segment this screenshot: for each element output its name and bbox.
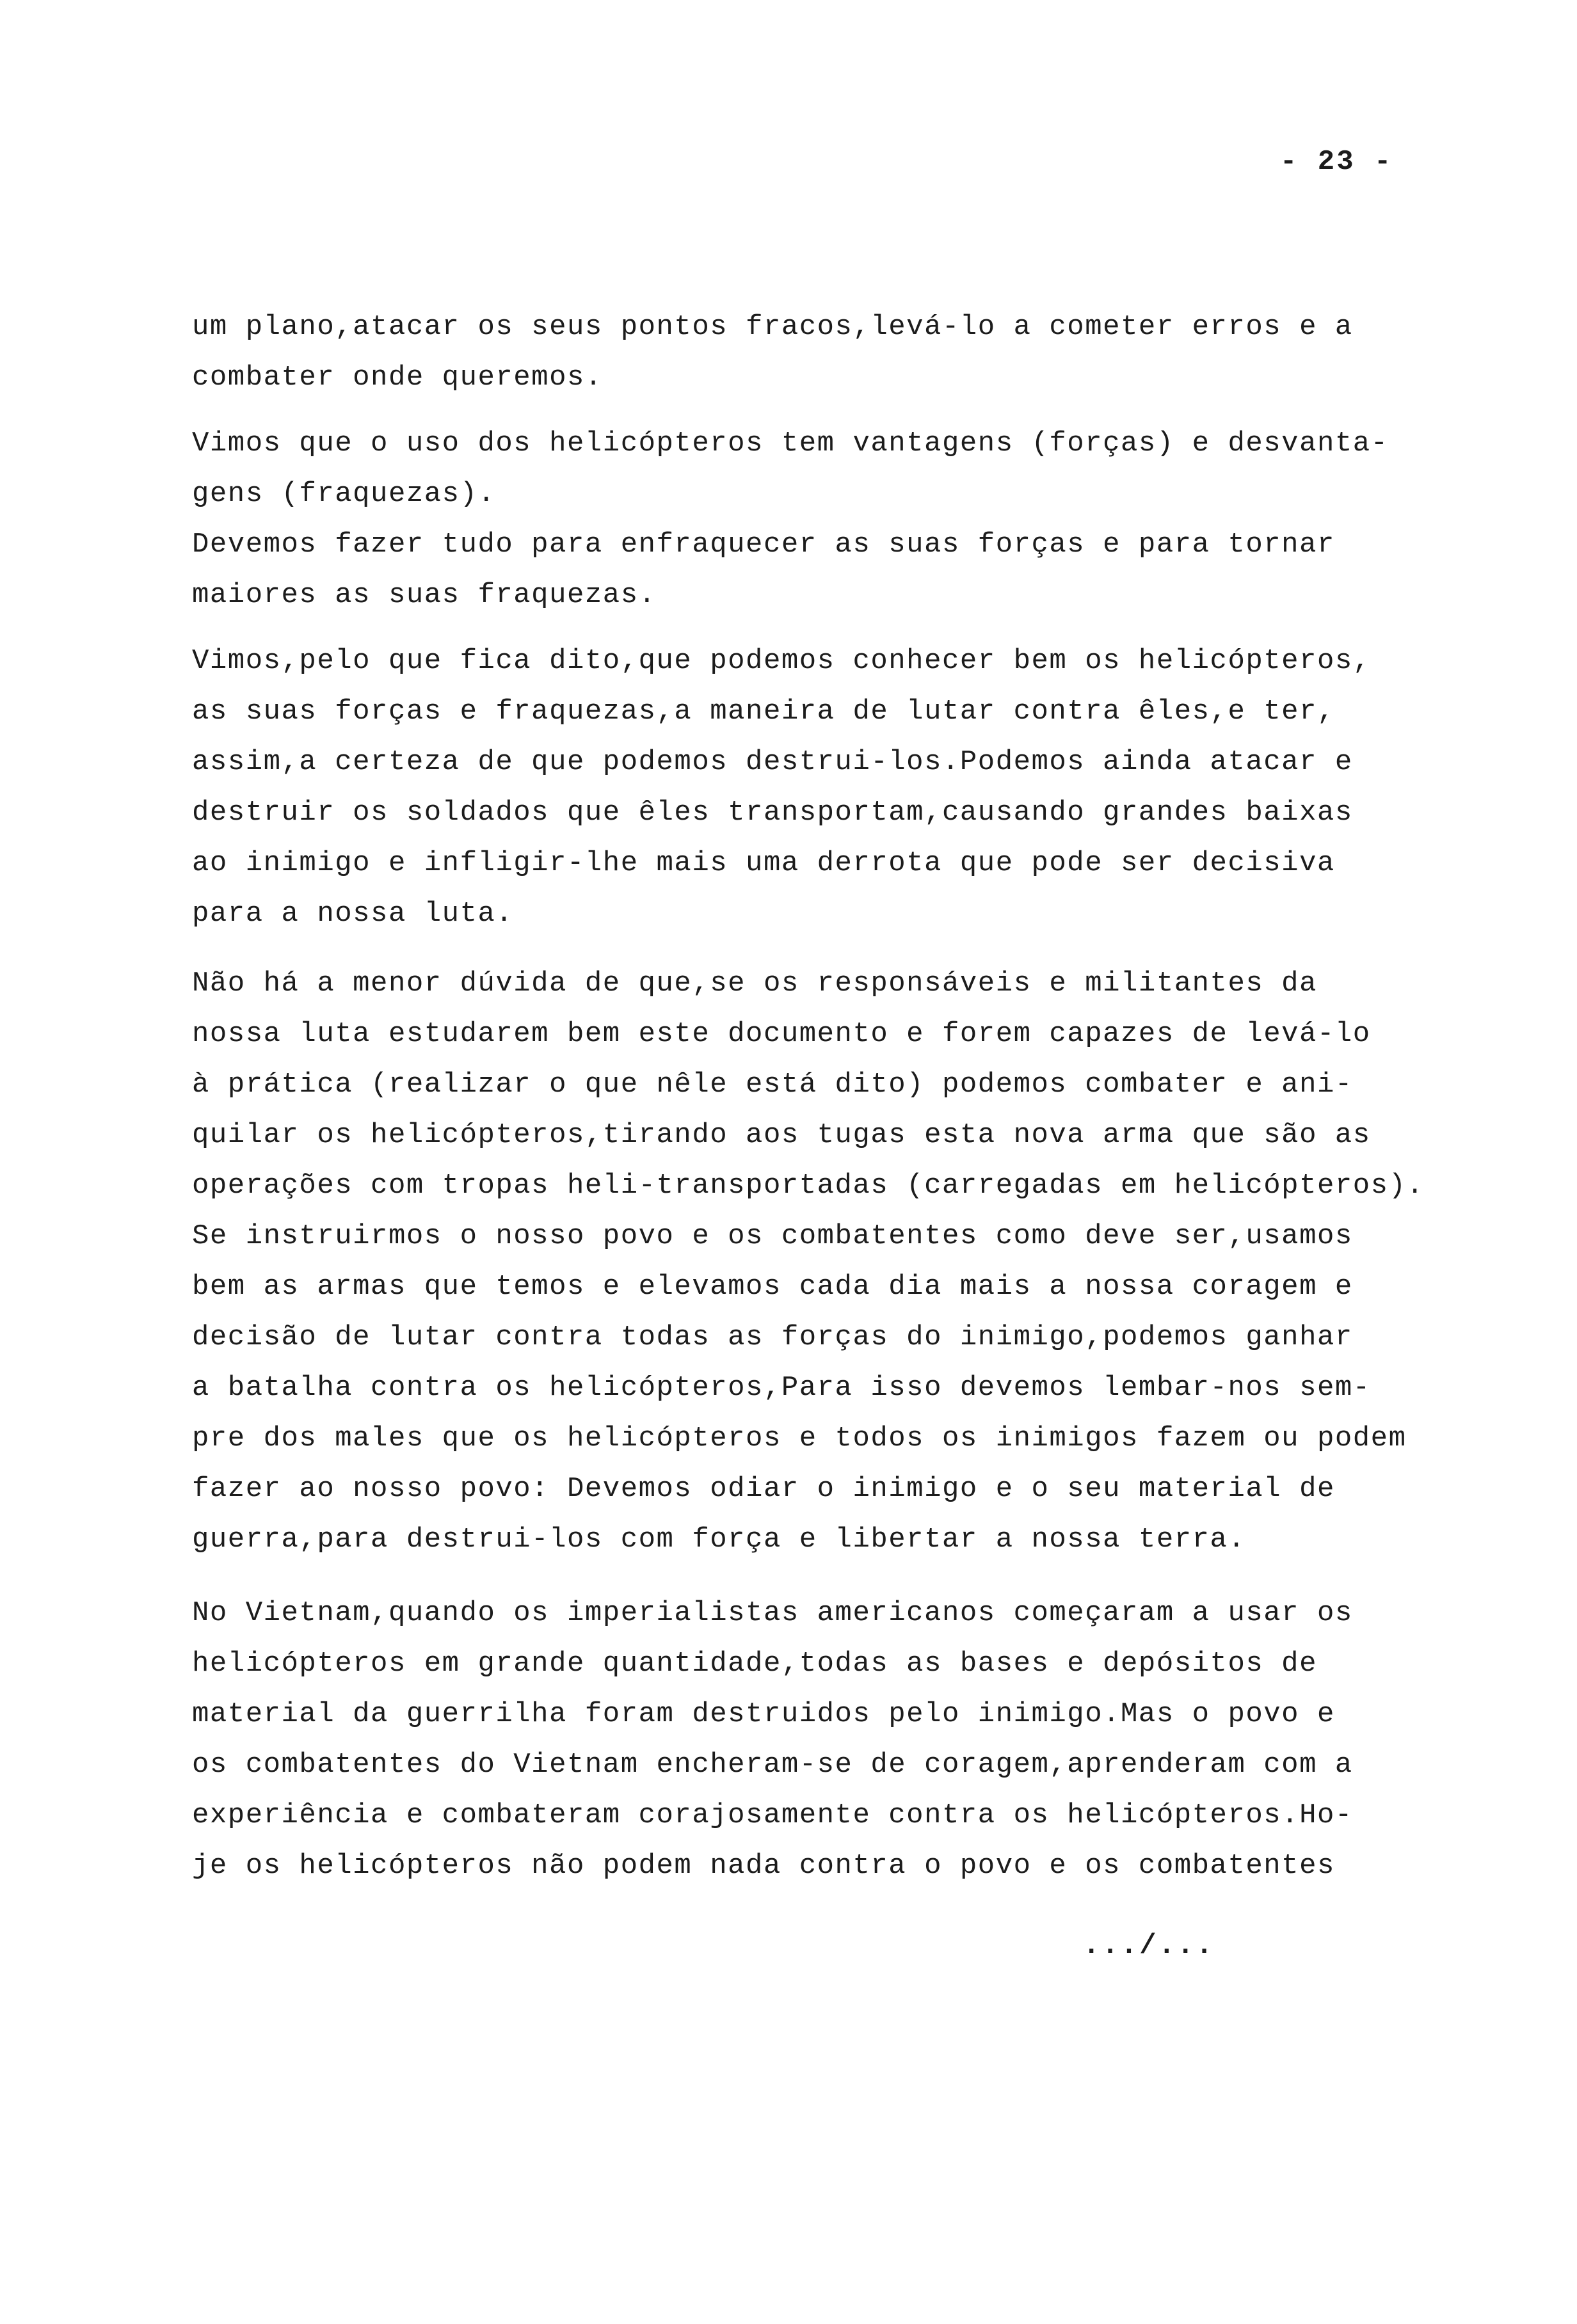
- text-line: Devemos fazer tudo para enfraquecer as suas forças e para tornar: [192, 529, 1335, 561]
- text-line: guerra,para destrui-los com força e libertar a nossa terra.: [192, 1524, 1246, 1556]
- text-line: material da guerrilha foram destruidos pelo inimigo.Mas o povo e: [192, 1698, 1335, 1730]
- continuation-mark: .../...: [1083, 1930, 1215, 1962]
- text-line: experiência e combateram corajosamente contra os helicópteros.Ho-: [192, 1799, 1353, 1831]
- text-line: Se instruirmos o nosso povo e os combatentes como deve ser,usamos: [192, 1220, 1353, 1252]
- text-line: destruir os soldados que êles transportam,causando grandes baixas: [192, 797, 1353, 829]
- text-line: fazer ao nosso povo: Devemos odiar o inimigo e o seu material de: [192, 1473, 1335, 1505]
- text-line: as suas forças e fraquezas,a maneira de lutar contra êles,e ter,: [192, 696, 1335, 728]
- text-line: Não há a menor dúvida de que,se os responsáveis e militantes da: [192, 967, 1317, 999]
- text-line: quilar os helicópteros,tirando aos tugas esta nova arma que são as: [192, 1119, 1371, 1151]
- text-line: combater onde queremos.: [192, 362, 603, 394]
- paragraph-4: [192, 959, 1523, 1565]
- paragraph-3: [192, 636, 1523, 939]
- text-line: gens (fraquezas).: [192, 478, 496, 510]
- text-line: para a nossa luta.: [192, 898, 514, 930]
- paragraph-2: [192, 418, 1523, 621]
- text-line: ao inimigo e infligir-lhe mais uma derrota que pode ser decisiva: [192, 847, 1335, 879]
- text-line: pre dos males que os helicópteros e todos os inimigos fazem ou podem: [192, 1422, 1407, 1454]
- text-line: je os helicópteros não podem nada contra o povo e os combatentes: [192, 1850, 1335, 1882]
- text-line: operações com tropas heli-transportadas (carregadas em helicópteros).: [192, 1170, 1425, 1202]
- text-line: Vimos,pelo que fica dito,que podemos conhecer bem os helicópteros,: [192, 645, 1371, 677]
- text-line: bem as armas que temos e elevamos cada dia mais a nossa coragem e: [192, 1271, 1353, 1303]
- text-line: à prática (realizar o que nêle está dito) podemos combater e ani-: [192, 1069, 1353, 1101]
- page-number: - 23 -: [1280, 146, 1393, 178]
- paragraph-1: [192, 302, 1523, 403]
- document-body: [192, 302, 1523, 1891]
- paragraph-5: [192, 1588, 1523, 1891]
- text-line: nossa luta estudarem bem este documento e forem capazes de levá-lo: [192, 1018, 1371, 1050]
- text-line: No Vietnam,quando os imperialistas americanos começaram a usar os: [192, 1597, 1353, 1629]
- text-line: maiores as suas fraquezas.: [192, 579, 657, 611]
- text-line: Vimos que o uso dos helicópteros tem vantagens (forças) e desvanta-: [192, 427, 1389, 459]
- text-line: os combatentes do Vietnam encheram-se de coragem,aprenderam com a: [192, 1749, 1353, 1781]
- text-line: um plano,atacar os seus pontos fracos,levá-lo a cometer erros e a: [192, 311, 1353, 343]
- text-line: helicópteros em grande quantidade,todas as bases e depósitos de: [192, 1648, 1317, 1680]
- text-line: assim,a certeza de que podemos destrui-los.Podemos ainda atacar e: [192, 746, 1353, 778]
- text-line: decisão de lutar contra todas as forças do inimigo,podemos ganhar: [192, 1321, 1353, 1353]
- text-line: a batalha contra os helicópteros,Para isso devemos lembar-nos sem-: [192, 1372, 1371, 1404]
